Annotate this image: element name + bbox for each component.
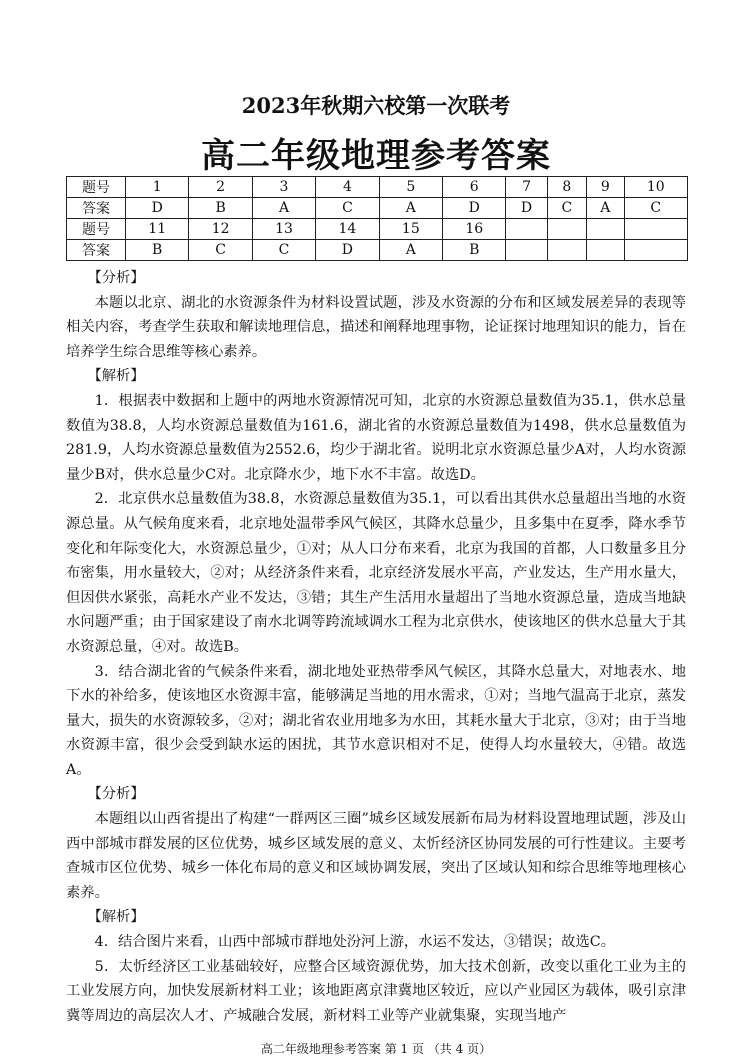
answer-key-title: 高二年级地理参考答案 bbox=[201, 136, 551, 176]
explanation-paragraph: 本题组以山西省提出了构建“一群两区三圈”城乡区域发展新布局为材料设置地理试题，涉及山西中部城市群发展的区位优势，城乡区域发展的意义、太忻经济区协同发展的可行性建议。主要考查城市区位优势、城乡一体化布局的意义和区域协调发展，突出了区域认知和综合思维等地理核心素养。 bbox=[66, 811, 686, 901]
answer-table-cell: C bbox=[189, 240, 252, 261]
answer-table-cell: D bbox=[506, 198, 547, 219]
answer-table-cell bbox=[506, 240, 547, 261]
explanation-paragraph: 5．太忻经济区工业基础较好，应整合区域资源优势，加大技术创新，改变以重化工业为主的工业发展方向，加快发展新材料工业；该地距离京津冀地区较近，应以产业园区为载体，吸引京津冀等周边的高层次人才、产城融合发展，新材料工业等产业就集聚，实现当地产 bbox=[66, 958, 686, 1024]
answer-table-cell: D bbox=[316, 240, 379, 261]
answer-table-row bbox=[67, 219, 688, 240]
answer-table-cell bbox=[624, 240, 687, 261]
answer-table-cell bbox=[587, 240, 624, 261]
answer-table-cell: D bbox=[126, 198, 189, 219]
answer-table-cell: A bbox=[379, 198, 442, 219]
answer-table-cell bbox=[624, 219, 687, 240]
section-tag: 【分析】 bbox=[87, 786, 145, 803]
answer-table-cell: C bbox=[316, 198, 379, 219]
explanation-paragraph: 本题以北京、湖北的水资源条件为材料设置试题，涉及水资源的分布和区域发展差异的表现等相关内容，考查学生获取和解读地理信息，描述和阐释地理事物，论证探讨地理知识的能力，旨在培养学生综合思维等核心素养。 bbox=[66, 294, 686, 360]
section-tag: 【分析】 bbox=[87, 270, 145, 286]
answer-table-cell: B bbox=[126, 240, 189, 261]
exam-title: 2023年秋期六校第一次联考 bbox=[241, 93, 511, 118]
answer-table-cell: 5 bbox=[379, 177, 442, 198]
answer-table-cell: 8 bbox=[547, 177, 586, 198]
answer-table bbox=[66, 176, 688, 261]
answer-table-cell: 4 bbox=[316, 177, 379, 198]
explanation-paragraph: 4．结合图片来看，山西中部城市群地处汾河上游，水运不发达，③错误；故选C。 bbox=[94, 934, 616, 951]
answer-table-cell: 1 bbox=[126, 177, 189, 198]
answer-table-cell: B bbox=[189, 198, 252, 219]
answer-table-cell: 12 bbox=[189, 219, 252, 240]
section-tag: 【解析】 bbox=[87, 909, 145, 926]
answer-table-cell: 14 bbox=[316, 219, 379, 240]
answer-table-cell: A bbox=[252, 198, 315, 219]
row-label: 题号 bbox=[67, 177, 126, 198]
answer-table-cell: 2 bbox=[189, 177, 252, 198]
answer-table-cell: 7 bbox=[506, 177, 547, 198]
explanation-paragraph: 2．北京供水总量数值为38.8，水资源总量数值为35.1，可以看出其供水总量超出当地的水资源总量。从气候角度来看，北京地处温带季风气候区，其降水总量少，且多集中在夏季，降水季节变化和年际变化大，水资源总量少，①对；从人口分布来看，北京为我国的首都，人口数量多且分布密集，用水量较大，②对；从经济条件来看，北京经济发展水平高，产业发达，生产用水量大，但因供水紧张，高耗水产业不发达，③错；其生产生活用水量超出了当地水资源总量，造成当地缺水问题严重；由于国家建设了南水北调等跨流域调水工程为北京供水，使该地区的供水总量大于其水资源总量，④对。故选B。 bbox=[66, 491, 686, 655]
answer-table-cell: C bbox=[624, 198, 687, 219]
answer-table-cell: 10 bbox=[624, 177, 687, 198]
answer-table-cell bbox=[587, 219, 624, 240]
answer-table-cell: 16 bbox=[443, 219, 506, 240]
answer-table-cell: B bbox=[443, 240, 506, 261]
answer-table-row bbox=[67, 198, 688, 219]
section-tag: 【解析】 bbox=[87, 368, 145, 385]
answer-table-cell: A bbox=[587, 198, 624, 219]
answer-table-row bbox=[67, 177, 688, 198]
answer-table-cell: 9 bbox=[587, 177, 624, 198]
row-label: 题号 bbox=[67, 219, 126, 240]
page-footer: 高二年级地理参考答案 第 1 页 （共 4 页） bbox=[260, 1042, 492, 1056]
answer-table-cell: 15 bbox=[379, 219, 442, 240]
explanation-paragraph: 1．根据表中数据和上题中的两地水资源情况可知，北京的水资源总量数值为35.1，供水总量数值为38.8，人均水资源总量数值为161.6，湖北省的水资源总量数值为1498，供水总量数值为281.9，人均水资源总量数值为2552.6，均少于湖北省。说明北京水资源总量少A对，人均水资源量少B对，供水总量少C对。北京降水少，地下水不丰富。故选D。 bbox=[66, 392, 686, 483]
row-label: 答案 bbox=[67, 198, 126, 219]
answer-table-cell: 6 bbox=[443, 177, 506, 198]
row-label: 答案 bbox=[67, 240, 126, 261]
answer-table-cell: C bbox=[252, 240, 315, 261]
explanation-paragraph: 3．结合湖北省的气候条件来看，湖北地处亚热带季风气候区，其降水总量大，对地表水、地下水的补给多，使该地区水资源丰富，能够满足当地的用水需求，①对；当地气温高于北京，蒸发量大，损失的水资源较多，②对；湖北省农业用地多为水田，其耗水量大于北京，③对；由于当地水资源丰富，很少会受到缺水运的困扰，其节水意识相对不足，使得人均水量较大，④错。故选A。 bbox=[66, 663, 686, 778]
answer-table-row bbox=[67, 240, 688, 261]
answer-table-cell bbox=[506, 219, 547, 240]
answer-table-cell: 11 bbox=[126, 219, 189, 240]
answer-table-cell bbox=[547, 240, 586, 261]
answer-table-cell: A bbox=[379, 240, 442, 261]
answer-table-cell: 13 bbox=[252, 219, 315, 240]
answer-table-cell: C bbox=[547, 198, 586, 219]
explanation-body bbox=[66, 266, 686, 1028]
answer-table-cell: D bbox=[443, 198, 506, 219]
answer-table-cell: 3 bbox=[252, 177, 315, 198]
answer-table-cell bbox=[547, 219, 586, 240]
